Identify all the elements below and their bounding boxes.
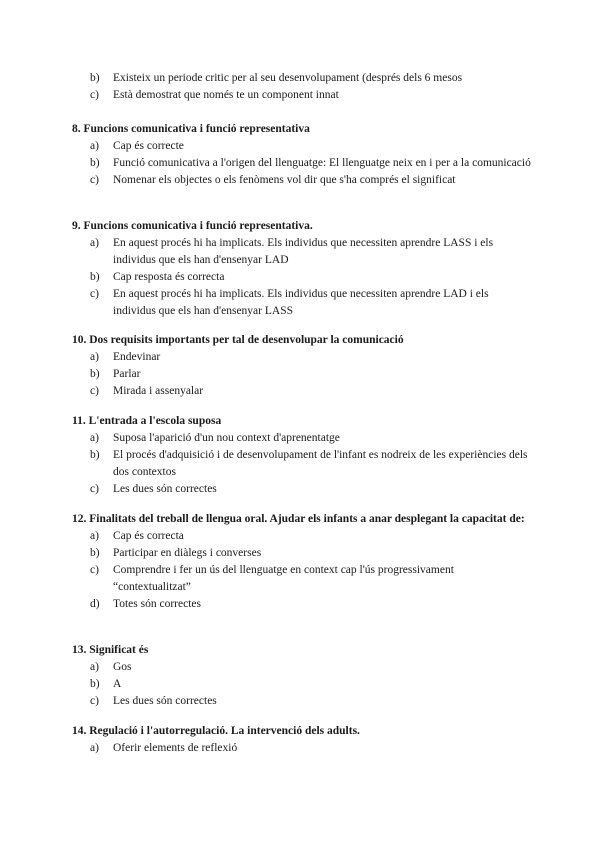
- option-text: Nomenar els objectes o els fenòmens vol dir que s'ha comprés el significat: [113, 174, 456, 186]
- option-letter: b): [90, 271, 100, 283]
- question-14: [72, 723, 532, 757]
- option-letter: c): [90, 89, 99, 101]
- option-letter: c): [90, 288, 99, 300]
- option-text: Les dues són correctes: [113, 695, 217, 707]
- option-text: Participar en diàlegs i converses: [113, 547, 262, 559]
- option: [72, 87, 532, 104]
- option-text: Mirada i assenyalar: [113, 385, 204, 397]
- option-letter: b): [90, 72, 100, 84]
- option-letter: c): [90, 564, 99, 576]
- option-text: Funció comunicativa a l'origen del llenguatge: El llenguatge neix en i per a la comunicació: [113, 157, 531, 169]
- option-letter: c): [90, 174, 99, 186]
- option-text: Totes són correctes: [113, 598, 201, 610]
- option-text: Existeix un periode critic per al seu desenvolupament (després dels 6 mesos: [113, 72, 463, 84]
- option: [72, 447, 532, 481]
- question-9: [72, 218, 532, 320]
- question-title: 12. Finalitats del treball de llengua oral. Ajudar els infants a anar desplegant la capacitat de:: [72, 513, 525, 525]
- option-letter: c): [90, 695, 99, 707]
- option-letter: a): [90, 351, 99, 363]
- option-text: Cap és correcte: [113, 140, 184, 152]
- option-text: Parlar: [113, 368, 141, 380]
- option-letter: b): [90, 449, 100, 461]
- option-letter: a): [90, 140, 99, 152]
- option: [72, 366, 532, 383]
- option-letter: d): [90, 598, 100, 610]
- option-letter: c): [90, 385, 99, 397]
- option: [72, 383, 532, 400]
- option-text: Comprendre i fer un ús del llenguatge en context cap l'ús progressivament “contextualitzat”: [113, 564, 454, 593]
- option: [72, 481, 532, 498]
- option-text: Està demostrat que només te un component innat: [113, 89, 339, 101]
- question-10: [72, 332, 532, 400]
- option-letter: a): [90, 661, 99, 673]
- option-letter: c): [90, 483, 99, 495]
- option: [72, 430, 532, 447]
- option-letter: a): [90, 742, 99, 754]
- question-title: 13. Significat és: [72, 644, 149, 656]
- option: [72, 138, 532, 155]
- option: [72, 528, 532, 545]
- question-13: [72, 642, 532, 710]
- option: [72, 172, 532, 189]
- option: [72, 562, 532, 596]
- option-text: El procés d'adquisició i de desenvolupament de l'infant es nodreix de les experiències dels dos contextos: [113, 449, 528, 478]
- option-letter: b): [90, 547, 100, 559]
- option-text: En aquest procés hi ha implicats. Els individus que necessiten aprendre LASS i els individus que els han d'ensenyar LAD: [113, 237, 494, 266]
- option: [72, 349, 532, 366]
- option: [72, 659, 532, 676]
- question-title: 8. Funcions comunicativa i funció representativa: [72, 123, 310, 135]
- option: [72, 155, 532, 172]
- option-text: Cap és correcta: [113, 530, 184, 542]
- option-text: A: [113, 678, 122, 690]
- question-title: 14. Regulació i l'autorregulació. La intervenció dels adults.: [72, 725, 360, 737]
- option-text: Gos: [113, 661, 132, 673]
- question-12: [72, 511, 532, 613]
- option: [72, 596, 532, 613]
- option: [72, 235, 532, 269]
- question-title: 9. Funcions comunicativa i funció representativa.: [72, 220, 313, 232]
- option-letter: a): [90, 432, 99, 444]
- question-11: [72, 413, 532, 498]
- option-text: Suposa l'aparició d'un nou context d'aprenentatge: [113, 432, 340, 444]
- option: [72, 545, 532, 562]
- question-title: 10. Dos requisits importants per tal de desenvolupar la comunicació: [72, 334, 404, 346]
- option-text: Les dues són correctes: [113, 483, 217, 495]
- question-7-continuation: [72, 70, 532, 104]
- question-8: [72, 121, 532, 189]
- option: [72, 693, 532, 710]
- option-letter: a): [90, 530, 99, 542]
- option: [72, 286, 532, 320]
- option: [72, 676, 532, 693]
- option-text: Endevinar: [113, 351, 161, 363]
- option-letter: b): [90, 678, 100, 690]
- option-letter: a): [90, 237, 99, 249]
- question-title: 11. L'entrada a l'escola suposa: [72, 415, 222, 427]
- option-text: Cap resposta és correcta: [113, 271, 225, 283]
- option-text: Oferir elements de reflexió: [113, 742, 238, 754]
- option: [72, 740, 532, 757]
- option-text: En aquest procés hi ha implicats. Els individus que necessiten aprendre LAD i els individus que els han d'ensenyar LASS: [113, 288, 489, 317]
- option: [72, 70, 532, 87]
- option-letter: b): [90, 157, 100, 169]
- option-letter: b): [90, 368, 100, 380]
- option: [72, 269, 532, 286]
